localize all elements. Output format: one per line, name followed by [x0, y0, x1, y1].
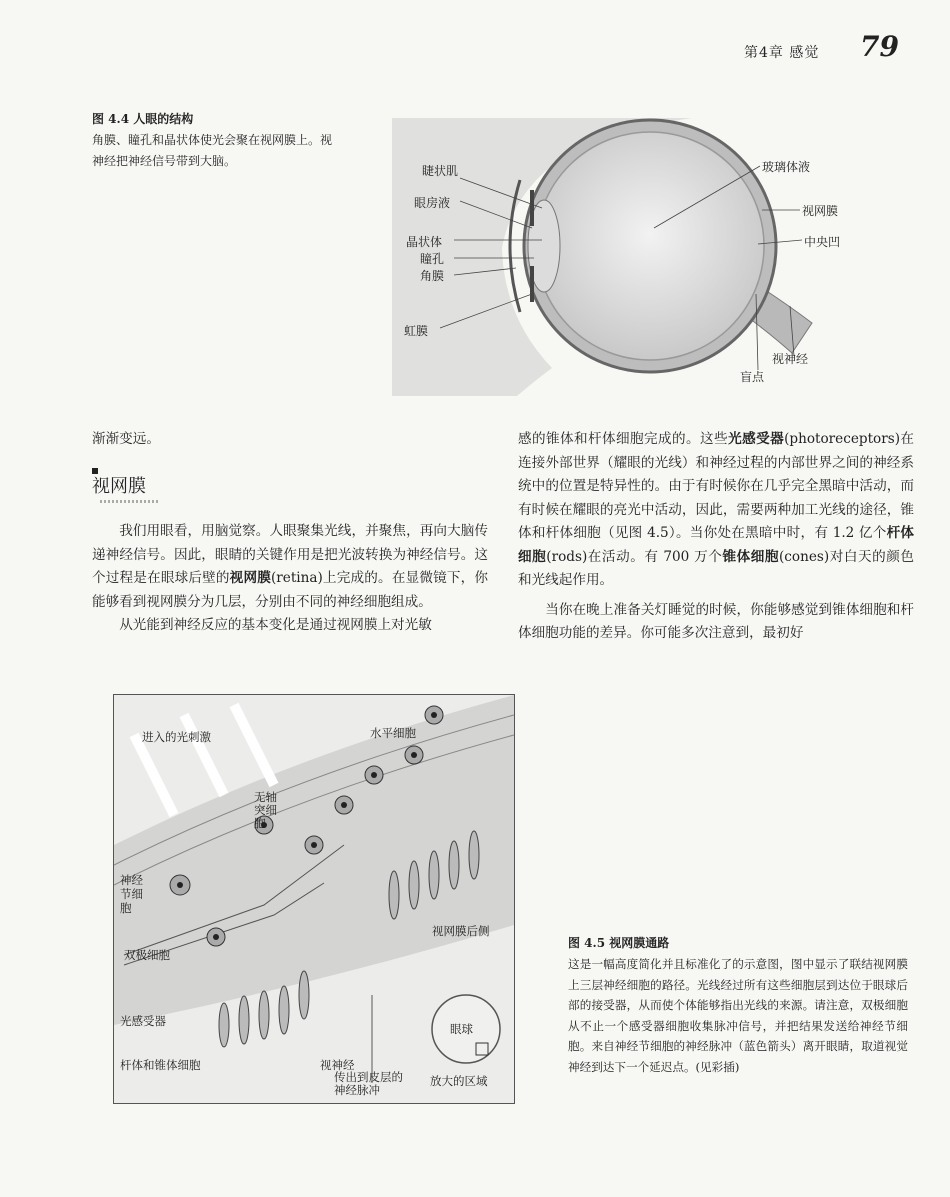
label-optic-nerve-2: 视神经: [320, 1058, 355, 1072]
label-photoreceptor: 光感受器: [120, 1014, 166, 1028]
retina-illustration: [114, 695, 514, 1103]
figure-4-5-caption: 这是一幅高度简化并且标准化了的示意图，图中显示了联结视网膜上三层神经细胞的路径。光线经过所有这些细胞层到达位于眼球后部的接受器，从而使个体能够指出光线的来源。请注意，双极细胞从不止一个感受器细胞收集脉冲信号，并把结果发送给神经节细胞。来自神经节细胞的神经脉冲（蓝色箭头）离开眼睛，取道视觉神经到达下一个延迟点。(见彩插): [568, 957, 908, 1074]
figure-4-4-caption: 角膜、瞳孔和晶状体使光会聚在视网膜上。视神经把神经信号带到大脑。: [92, 133, 333, 168]
carry-over-text: 渐渐变远。: [92, 431, 160, 447]
label-ganglion: 神经节细胞: [120, 873, 143, 915]
label-ciliary: 睫状肌: [422, 164, 459, 178]
label-rods-cones: 杆体和锥体细胞: [120, 1058, 201, 1072]
paragraph-photoreceptors: 感的锥体和杆体细胞完成的。这些光感受器(photoreceptors)在连接外部世界（耀眼的光线）和神经过程的内部世界之间的神经系统中的位置是特异性的。由于有时候你在几乎完全黑暗中活动，而有时候在耀眼的亮光中活动，因此，需要两种加工光线的途径，锥体和杆体细胞（见图 4.5）。当你处在黑暗中时，有 1.2 亿个杆体细胞(rods)在活动。有 700 万个锥体细胞(cones)对白天的颜色和光线起作用。: [518, 431, 915, 588]
label-eyeball: 眼球: [450, 1022, 473, 1036]
label-aqueous: 眼房液: [414, 196, 451, 210]
label-vitreous: 玻璃体液: [762, 160, 811, 174]
retina-diagram: [113, 694, 515, 1104]
label-lens: 晶状体: [406, 235, 443, 249]
column-2-text: [518, 428, 914, 646]
label-blind-spot: 盲点: [740, 370, 765, 384]
section-underline: [100, 500, 158, 503]
chapter-header: 第4章 感觉: [744, 45, 820, 61]
eye-diagram: [392, 118, 872, 396]
section-title: 视网膜: [92, 476, 146, 497]
label-to-cortex: 传出到皮层的神经脉冲: [334, 1070, 403, 1097]
label-back-of-retina: 视网膜后侧: [432, 924, 490, 938]
column-1-text: [92, 520, 488, 638]
paragraph-night: 当你在晚上准备关灯睡觉的时候，你能够感觉到锥体细胞和杆体细胞功能的差异。你可能多次注意到，最初好: [518, 601, 914, 641]
label-fovea: 中央凹: [804, 235, 841, 249]
label-cornea: 角膜: [420, 269, 445, 283]
label-magnified: 放大的区域: [430, 1074, 488, 1088]
label-amacrine: 无轴突细胞: [254, 790, 277, 830]
figure-4-4-title: 图 4.4 人眼的结构: [92, 112, 194, 126]
paragraph-retina: 我们用眼看，用脑觉察。人眼聚集光线，并聚焦，再向大脑传递神经信号。因此，眼睛的关键作用是把光波转换为神经信号。这个过程是在眼球后壁的视网膜(retina)上完成的。在显微镜下，你能够看到视网膜分为几层，分别由不同的神经细胞组成。: [92, 523, 489, 610]
label-pupil: 瞳孔: [420, 252, 445, 266]
label-retina: 视网膜: [802, 204, 839, 218]
label-iris: 虹膜: [404, 324, 429, 338]
paragraph-photoreceptors-start: 从光能到神经反应的基本变化是通过视网膜上对光敏: [119, 617, 432, 633]
label-horizontal: 水平细胞: [370, 726, 416, 740]
label-incoming-light: 进入的光刺激: [142, 730, 211, 744]
page-number: 79: [860, 30, 899, 63]
label-bipolar: 双极细胞: [124, 948, 170, 962]
figure-4-5-title: 图 4.5 视网膜通路: [568, 936, 670, 950]
label-optic-nerve: 视神经: [772, 352, 809, 366]
